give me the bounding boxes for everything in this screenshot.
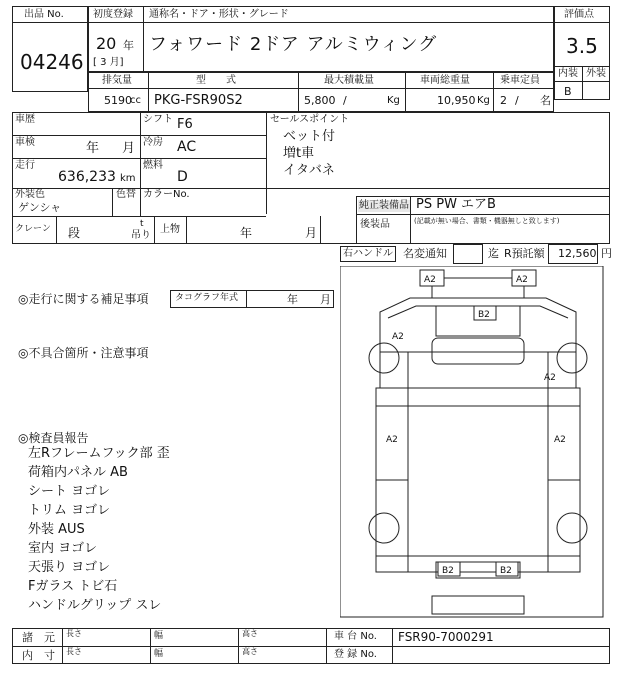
model-grade-label: 通称名・ドア・形状・グレード [149, 9, 289, 20]
name-change-label: 名変通知 [403, 247, 447, 260]
gross-weight-label: 車両総重量 [420, 75, 470, 86]
ext-color-value: ゲンシャ [18, 201, 62, 214]
upper-month: 月 [305, 226, 318, 240]
capacity-sep: / [515, 94, 519, 107]
damage-mark: A2 [392, 332, 404, 342]
name-change-box [453, 244, 483, 264]
damage-mark: B2 [500, 566, 512, 576]
mileage-value: 636,233 [58, 169, 116, 185]
naisun-label: 内 寸 [22, 649, 55, 662]
tacho-month: 月 [320, 293, 331, 306]
r-total-label: R預託額 [504, 247, 545, 260]
mileage-label: 走行 [15, 160, 35, 171]
ac-label: 冷房 [143, 137, 163, 148]
capacity-value: 2 [500, 94, 507, 107]
wheel-rear-right [557, 513, 587, 543]
r-until-label: 迄 [488, 247, 499, 260]
lot-number: 04246 [20, 50, 84, 74]
capacity-unit: 名 [540, 94, 551, 107]
mileage-unit: km [120, 173, 136, 184]
gross-weight-unit: Kg [477, 95, 490, 106]
inspector-item: 外装 AUS [28, 522, 85, 537]
damage-mark: A2 [544, 373, 556, 383]
width-label: 幅 [154, 631, 164, 641]
wheel-front-left [369, 343, 399, 373]
chassis-label: 車 台 No. [334, 631, 377, 642]
crane-stage: 段 [68, 226, 81, 240]
aftermarket-label: 後装品 [360, 219, 390, 230]
damage-mark: B2 [478, 310, 490, 320]
first-reg-label: 初度登録 [93, 9, 133, 20]
damage-mark: A2 [424, 275, 436, 285]
ac-value: AC [177, 139, 197, 155]
max-load-label: 最大積載量 [324, 75, 374, 86]
inspector-item: 室内 ヨゴレ [28, 541, 98, 556]
model-type-label: 型 式 [196, 75, 236, 86]
supplement-label: ◎走行に関する補足事項 [18, 292, 149, 306]
color-no-label: カラーNo. [143, 189, 190, 200]
displacement-label: 排気量 [102, 75, 132, 86]
first-reg-year-unit: 年 [123, 39, 134, 52]
r-total-value: 12,560 [558, 247, 597, 260]
cab-roof [432, 338, 524, 364]
inspector-item: シート ヨゴレ [28, 484, 111, 499]
model-type-value: PKG-FSR90S2 [154, 93, 243, 108]
wheel-front-right [557, 343, 587, 373]
max-load-value: 5,800 [304, 94, 336, 107]
damage-mark: A2 [386, 435, 398, 445]
displacement-unit: cc [130, 95, 141, 106]
inspector-item: Fガラス トビ石 [28, 579, 118, 594]
sales-point: 増t車 [283, 146, 315, 161]
aftermarket-note: (記載が無い場合、書類・機器無しと致します) [414, 217, 560, 225]
gross-weight-value: 10,950 [437, 94, 476, 107]
color-change-label: 色替 [116, 189, 136, 200]
fuel-value: D [177, 169, 188, 185]
sales-point: ベット付 [283, 129, 336, 144]
crane-label: クレーン [15, 224, 51, 234]
inspector-item: 荷箱内パネル AB [28, 465, 128, 480]
ext-color-label: 外装色 [15, 189, 45, 200]
max-load-sep: / [343, 94, 347, 107]
crane-hang: 吊り [131, 230, 151, 241]
inspector-item: 天張り ヨゴレ [28, 560, 111, 575]
displacement-value: 5190 [104, 94, 132, 107]
sales-point: イタバネ [283, 163, 335, 178]
reg-label: 登 録 No. [334, 649, 377, 660]
upper-label: 上物 [160, 224, 180, 235]
steering-value: 右ハンドル [343, 248, 393, 259]
upper-year: 年 [240, 226, 253, 240]
inspector-item: 左Rフレームフック部 歪 [28, 446, 170, 461]
shaken-year: 年 [86, 141, 100, 156]
truck-diagram [340, 266, 604, 618]
interior-grade: B [564, 85, 572, 98]
sales-label: セールスポイント [270, 114, 350, 125]
height-label: 高さ [242, 647, 258, 656]
shift-value: F6 [177, 117, 193, 132]
shift-label: シフト [143, 114, 173, 125]
max-load-unit: Kg [387, 95, 400, 106]
shaken-month: 月 [122, 141, 136, 156]
defects-label: ◎不具合箇所・注意事項 [18, 346, 149, 360]
score-value: 3.5 [566, 34, 598, 58]
fuel-label: 燃料 [143, 160, 163, 171]
score-label: 評価点 [564, 9, 594, 20]
width-label: 幅 [154, 649, 164, 659]
damage-mark: A2 [554, 435, 566, 445]
length-label: 長さ [66, 629, 82, 638]
capacity-label: 乗車定員 [500, 75, 540, 86]
first-reg-year: 20 [96, 34, 117, 53]
first-reg-month: [ 3 月] [93, 57, 124, 68]
equipment-value: PS PW エアB [416, 197, 496, 212]
history-label: 車歴 [15, 114, 35, 125]
equipment-label: 純正装備品 [359, 200, 409, 211]
shoei-label: 諸 元 [22, 631, 55, 644]
tacho-year: 年 [287, 293, 298, 306]
wheel-rear-left [369, 513, 399, 543]
exterior-label: 外装 [586, 68, 606, 79]
shaken-label: 車検 [15, 137, 35, 148]
inspector-item: トリム ヨゴレ [28, 503, 111, 518]
height-label: 高さ [242, 629, 258, 638]
yen-label: 円 [601, 247, 612, 260]
chassis-value: FSR90-7000291 [398, 630, 494, 644]
vehicle-name: フォワード 2ドア アルミウィング [149, 34, 438, 55]
interior-label: 内装 [558, 68, 578, 79]
damage-mark: B2 [442, 566, 454, 576]
inspector-label: ◎検査員報告 [18, 431, 89, 445]
length-label: 長さ [66, 647, 82, 656]
damage-mark: A2 [516, 275, 528, 285]
inspector-item: ハンドルグリップ スレ [28, 598, 162, 613]
crane-t: t [140, 219, 144, 229]
rear-panel [432, 596, 524, 614]
lot-label: 出品 No. [24, 9, 64, 20]
tacho-label: タコグラフ年式 [175, 293, 239, 303]
